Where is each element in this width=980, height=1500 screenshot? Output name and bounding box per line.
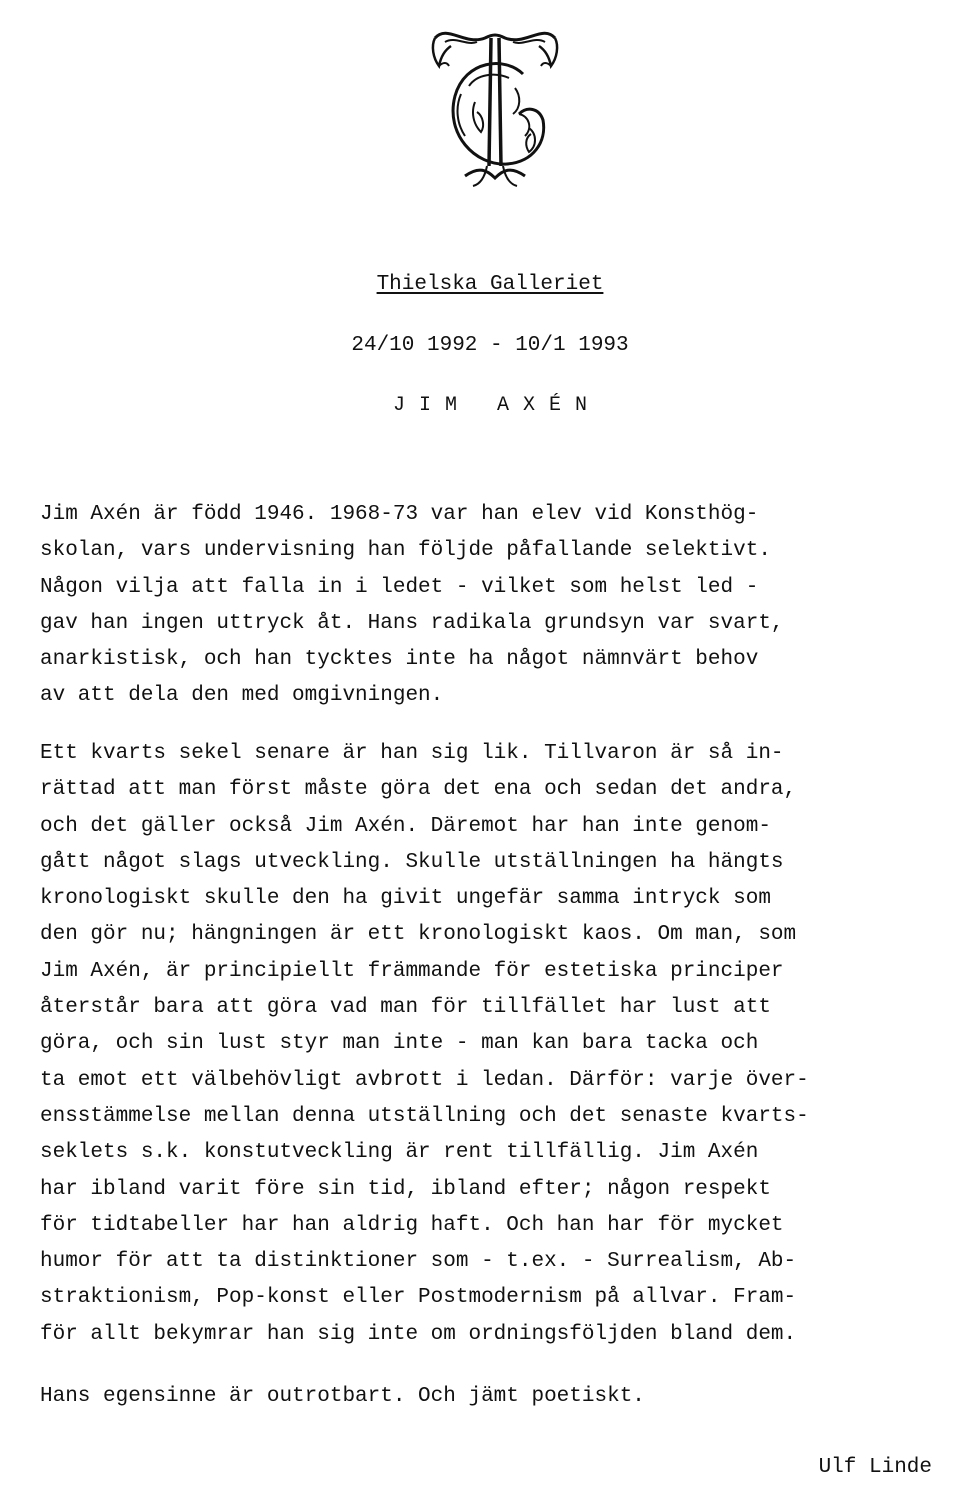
- text-line: ensstämmelse mellan denna utställning och det senaste kvarts-: [40, 1104, 809, 1128]
- text-line: Någon vilja att falla in i ledet - vilket som helst led -: [40, 575, 759, 599]
- text-line: seklets s.k. konstutveckling är rent tillfällig. Jim Axén: [40, 1141, 759, 1165]
- text-line: humor för att ta distinktioner som - t.ex. - Surrealism, Ab-: [40, 1250, 797, 1274]
- text-line: ta emot ett välbehövligt avbrott i ledan. Därför: varje över-: [40, 1068, 809, 1092]
- text-line: Jim Axén, är principiellt främmande för estetiska principer: [40, 959, 784, 983]
- artist-name: JIM AXÉN: [392, 394, 601, 417]
- text-line: anarkistisk, och han tycktes inte ha något nämnvärt behov: [40, 648, 759, 672]
- text-line: för tidtabeller har han aldrig haft. Och han har för mycket: [40, 1213, 784, 1237]
- text-line: rättad att man först måste göra det ena och sedan det andra,: [40, 778, 797, 802]
- text-line: Ett kvarts sekel senare är han sig lik. Tillvaron är så in-: [40, 742, 784, 765]
- text-line: gått något slags utveckling. Skulle utställningen ha hängts: [40, 850, 784, 874]
- text-line: återstår bara att göra vad man för tillfället har lust att: [40, 996, 771, 1020]
- text-line: den gör nu; hängningen är ett kronologiskt kaos. Om man, som: [40, 923, 797, 947]
- text-line: göra, och sin lust styr man inte - man kan bara tacka och: [40, 1032, 759, 1056]
- text-line: och det gäller också Jim Axén. Däremot har han inte genom-: [40, 814, 771, 838]
- paragraph-3: [40, 1379, 940, 1415]
- gallery-name: Thielska Galleriet: [376, 273, 604, 296]
- text-line: Jim Axén är född 1946. 1968-73 var han elev vid Konsthög-: [40, 503, 759, 526]
- text-line: Hans egensinne är outrotbart. Och jämt poetiskt.: [40, 1385, 645, 1408]
- text-line: gav han ingen uttryck åt. Hans radikala grundsyn var svart,: [40, 611, 784, 635]
- text-line: av att dela den med omgivningen.: [40, 684, 444, 708]
- paragraph-2: [40, 736, 940, 1353]
- text-line: för allt bekymrar han sig inte om ordningsföljden bland dem.: [40, 1322, 797, 1346]
- paragraph-1: [40, 497, 940, 715]
- monogram-logo: [425, 16, 565, 194]
- author-signature: Ulf Linde: [818, 1456, 932, 1479]
- text-line: kronologiskt skulle den ha givit ungefär samma intryck som: [40, 887, 771, 911]
- exhibition-dates: 24/10 1992 - 10/1 1993: [351, 334, 629, 357]
- text-line: skolan, vars undervisning han följde påfallande selektivt.: [40, 539, 771, 563]
- text-line: straktionism, Pop-konst eller Postmodernism på allvar. Fram-: [40, 1286, 797, 1310]
- text-line: har ibland varit före sin tid, ibland efter; någon respekt: [40, 1177, 771, 1201]
